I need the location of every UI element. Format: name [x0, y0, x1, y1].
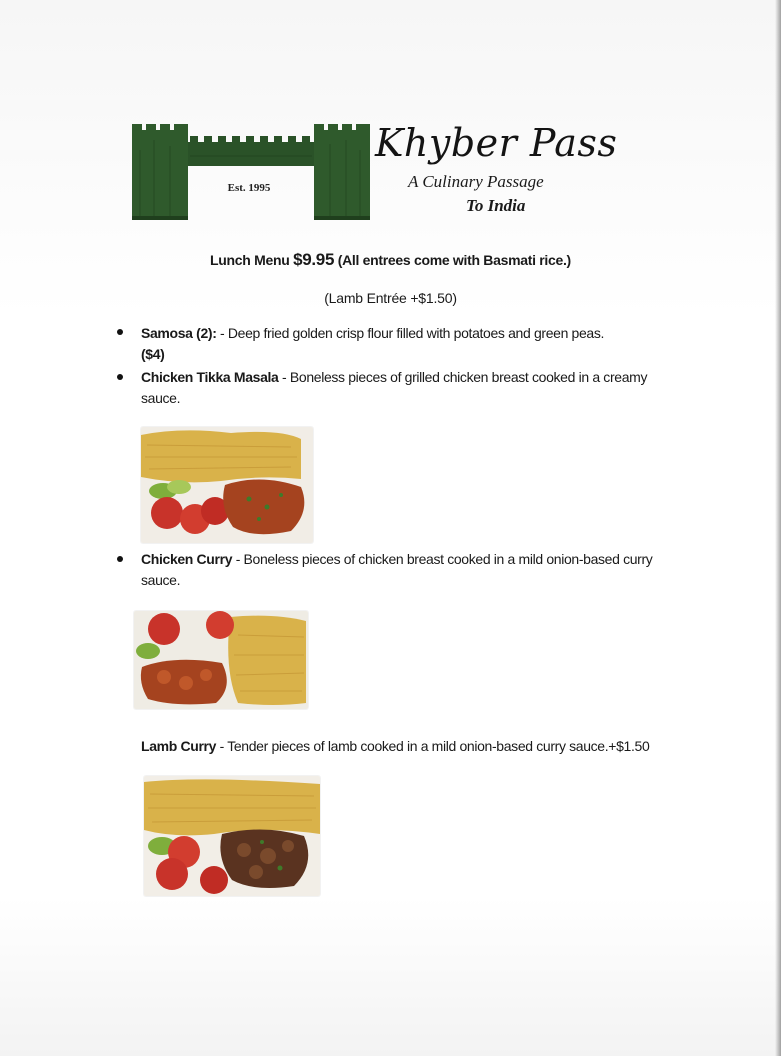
item-name: Lamb Curry: [141, 738, 217, 754]
lunch-menu-label: Lunch Menu: [210, 252, 290, 268]
item-description: - Deep fried golden crisp flour filled with potatoes and green peas.: [216, 325, 605, 341]
menu-item-chicken-tikka-masala: [141, 367, 681, 409]
menu-item-lamb-curry: [141, 736, 661, 757]
item-description: - Tender pieces of lamb cooked in a mild onion-based curry sauce.+$1.50: [216, 738, 650, 754]
menu-item-chicken-curry: [141, 549, 671, 591]
item-description: - Boneless pieces of grilled chicken breast cooked in a creamy sauce.: [141, 369, 648, 406]
bullet-samosa: [117, 329, 123, 335]
tagline-line-1: A Culinary Passage: [408, 172, 544, 191]
item-description: - Boneless pieces of chicken breast cooked in a mild onion-based curry sauce.: [141, 551, 653, 588]
lunch-menu-rice-note: (All entrees come with Basmati rice.): [337, 252, 571, 268]
chicken-curry-photo: [134, 611, 308, 709]
page-edge-shadow: [775, 0, 781, 1056]
item-name: Chicken Curry: [141, 551, 233, 567]
bullet-chicken-tikka-masala: [117, 374, 123, 380]
established-year: Est. 1995: [227, 182, 271, 194]
khyber-pass-gate-logo: [130, 120, 372, 224]
lunch-menu-heading: [0, 250, 781, 270]
item-name: Chicken Tikka Masala: [141, 369, 279, 385]
chicken-tikka-masala-photo: [141, 427, 313, 543]
lunch-menu-price: $9.95: [293, 250, 335, 269]
bullet-chicken-curry: [117, 556, 123, 562]
menu-item-samosa: [141, 323, 701, 365]
item-price: ($4): [141, 346, 165, 362]
restaurant-name: Khyber Pass: [375, 121, 618, 165]
item-name: Samosa (2):: [141, 325, 217, 341]
lamb-entree-surcharge: (Lamb Entrée +$1.50): [324, 290, 457, 306]
tagline-line-2: To India: [466, 196, 526, 215]
lamb-curry-photo: [144, 776, 320, 896]
